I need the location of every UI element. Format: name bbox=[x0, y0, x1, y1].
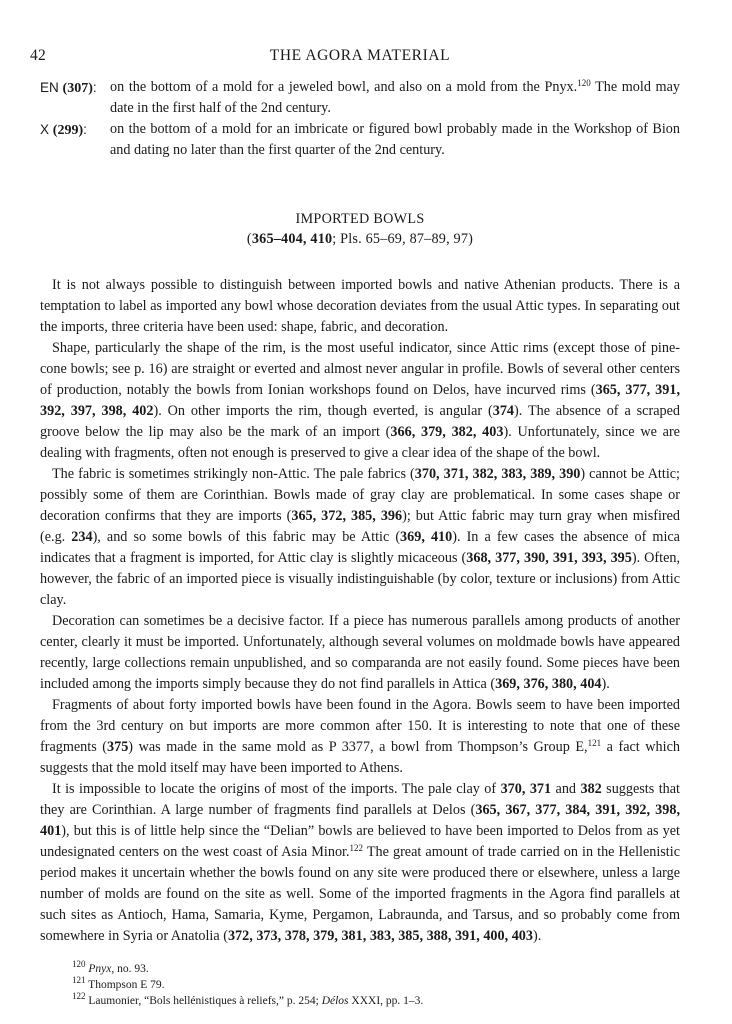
entry-list bbox=[40, 77, 680, 161]
entry-text: on the bottom of a mold for a jeweled bowl, and also on a mold from the Pnyx.$^{120}$ The mold may date in the first half of the 2nd century. bbox=[110, 78, 680, 116]
paragraph: The fabric is sometimes strikingly non-Attic. The pale fabrics (370, 371, 382, 383, 389, 390) cannot be Attic; possibly some of them are Corinthian. Bowls made of gray clay are problematical. In some cases shape or decoration confirms that they are imports (365, 372, 385, 396); but Attic fabric may turn gray when misfired (e.g. 234), and so some bowls of this fabric may be Attic (369, 410). In a few cases the absence of mica indicates that a fragment is imported, for Attic clay is slightly micaceous (368, 377, 390, 391, 393, 395). Often, however, the fabric of an imported piece is visually indistinguishable (by color, texture or inclusions) from Attic clay. bbox=[40, 466, 681, 608]
entry-en bbox=[40, 77, 680, 119]
page bbox=[30, 0, 681, 1009]
footnotes bbox=[40, 961, 680, 1009]
footnote-ref[interactable]: 121 bbox=[587, 738, 602, 748]
footnote-121: $^{121}$ Thompson E 79. bbox=[72, 975, 165, 991]
entry-label: EN (307): bbox=[40, 80, 97, 96]
entry-text: on the bottom of a mold for an imbricate or figured bowl probably made in the Workshop of Bion and dating no later than the first quarter of the 2nd century. bbox=[110, 121, 680, 158]
paragraph: It is impossible to locate the origins of most of the imports. The pale clay of 370, 371 and 382 suggests that they are Corinthian. A large number of fragments find parallels at Delos (365, 367, 377, 384, 391, 392, 398, 401), but this is of little help since the “Delian” bowls are believed to have been imported to Delos from as yet undesignated centers on the west coast of Asia Minor.$^{122}$ The great amount of trade carried on in the Hellenistic period makes it uncertain whether the bowls found on any site were produced there or elsewhere, unless a large number of molds are found on the site as well. Some of the imported fragments in the Agora find parallels at such sites as Antioch, Hama, Samaria, Kyme, Pergamon, Labraunda, and Tarsus, and so probably come from somewhere in Syria or Anatolia (372, 373, 378, 379, 381, 383, 385, 388, 391, 400, 403). bbox=[40, 781, 681, 944]
footnote-122: $^{122}$ Laumonier, “Bols hellénistiques à reliefs,” p. 254; Délos XXXI, pp. 1–3. bbox=[72, 991, 424, 1007]
entry-label: X (299): bbox=[40, 122, 87, 138]
entry-x bbox=[40, 119, 680, 161]
footnote-120: $^{120}$ Pnyx, no. 93. bbox=[72, 959, 149, 975]
paragraph: Shape, particularly the shape of the rim, is the most useful indicator, since Attic rims (except those of pine-cone bowls; see p. 16) are straight or everted and almost never angular in profile. Bowls of several other centers of production, notably the bowls from Ionian workshops found on Delos, have incurved rims (365, 377, 391, 392, 397, 398, 402). On other imports the rim, though everted, is angular (374). The absence of a scraped groove below the lip may also be the mark of an import (366, 379, 382, 403). Unfortunately, since we are dealing with fragments, often not enough is preserved to give a clear idea of the shape of the bowl. bbox=[40, 340, 680, 461]
running-title: THE AGORA MATERIAL bbox=[269, 47, 451, 64]
paragraph: Decoration can sometimes be a decisive factor. If a piece has numerous parallels among products of another center, clearly it must be imported. Unfortunately, although several volumes on moldmade bowls have appeared recently, large collections remain unpublished, and so comparanda are not easily found. Some pieces have been included among the imports simply because they do not find parallels in Attica (369, 376, 380, 404). bbox=[40, 613, 680, 692]
running-head bbox=[30, 47, 680, 71]
body-text bbox=[40, 275, 680, 947]
paragraph: Fragments of about forty imported bowls have been found in the Agora. Bowls seem to have been imported from the 3rd century on but imports are more common after 150. It is interesting to note that one of these fragments (375) was made in the same mold as P 3377, a bowl from Thompson’s Group E,$^{121}$ a fact which suggests that the mold itself may have been imported to Athens. bbox=[40, 697, 680, 776]
page-number: 42 bbox=[30, 47, 47, 64]
footnote-ref[interactable]: 120 bbox=[577, 78, 591, 88]
paragraph: It is not always possible to distinguish between imported bowls and native Athenian products. There is a temptation to label as imported any bowl whose decoration deviates from the usual Attic types. In separating out the imports, three criteria have been used: shape, fabric, and decoration. bbox=[40, 277, 680, 335]
footnote-ref[interactable]: 122 bbox=[349, 843, 364, 853]
section-heading bbox=[40, 209, 680, 249]
section-refs: (365–404, 410; Pls. 65–69, 87–89, 97) bbox=[246, 231, 474, 247]
section-title: IMPORTED BOWLS bbox=[295, 211, 425, 227]
